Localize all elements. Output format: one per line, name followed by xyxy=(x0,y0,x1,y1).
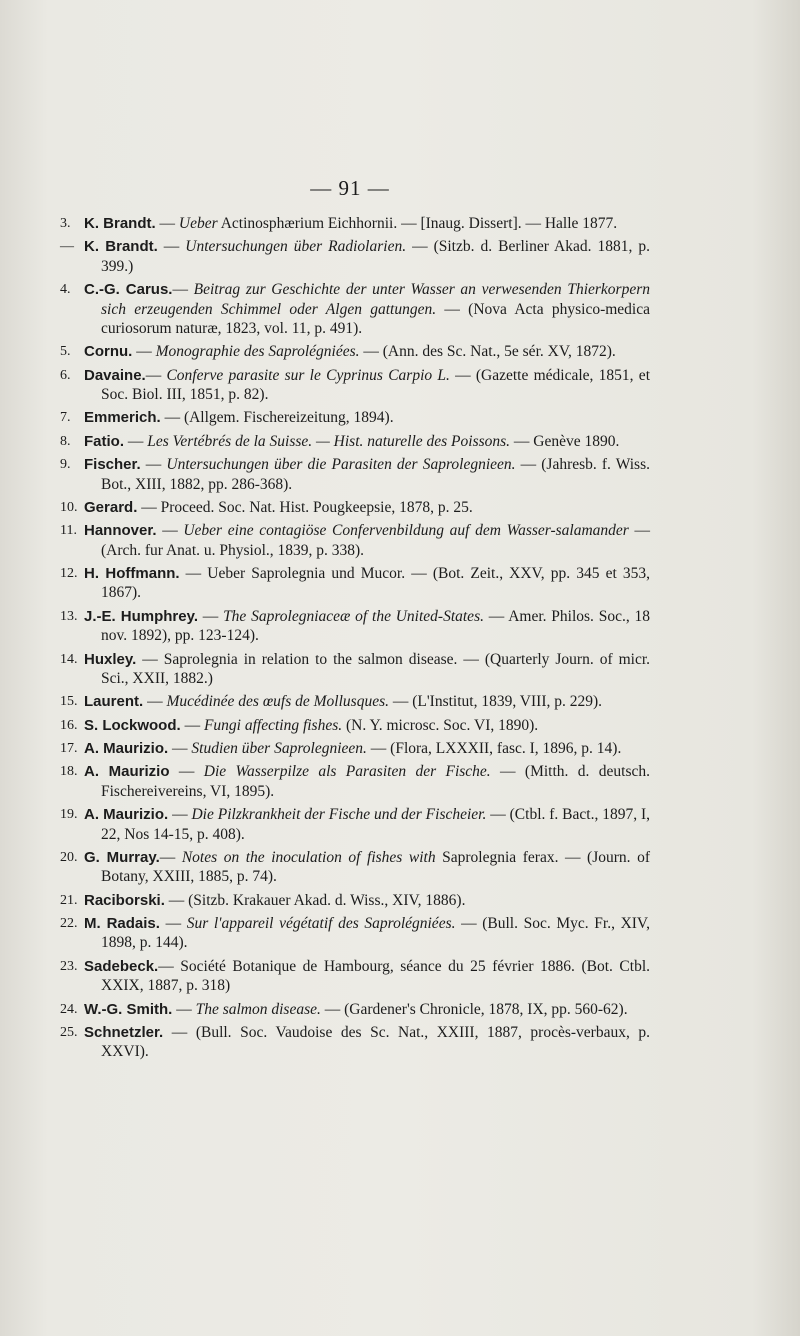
reference-entry xyxy=(60,607,650,646)
reference-text xyxy=(84,607,650,646)
reference-title: Die Wasserpilze als Parasiten der Fische. xyxy=(203,763,491,781)
reference-separator: — xyxy=(143,693,167,711)
reference-number: 4. xyxy=(60,282,71,298)
reference-source: Ueber Saprolegnia und Mucor. — (Bot. Zeit., XXV, pp. 345 et 353, 1867). xyxy=(101,564,650,602)
reference-source: — (Jahresb. f. Wiss. Bot., XIII, 1882, pp. 286-368). xyxy=(101,456,650,493)
reference-number: 25. xyxy=(60,1024,78,1040)
reference-separator: — xyxy=(160,409,184,427)
reference-title: The Saprolegniaceæ of the United-States. xyxy=(223,607,484,625)
reference-text xyxy=(84,432,650,452)
reference-entry xyxy=(60,408,650,428)
reference-number: 13. xyxy=(60,608,78,624)
reference-source: — (Gardener's Chronicle, 1878, IX, pp. 560-62). xyxy=(320,1000,628,1018)
reference-number: 24. xyxy=(60,1001,78,1017)
reference-title: Ueber eine contagiöse Confervenbildung auf dem Wasser-salamander xyxy=(183,522,629,540)
reference-source: — (Bull. Soc. Myc. Fr., XIV, 1898, p. 144). xyxy=(101,914,651,952)
reference-separator: — xyxy=(159,914,187,932)
reference-separator: — xyxy=(136,650,164,668)
reference-text xyxy=(84,280,650,339)
reference-source: Actinosphærium Eichhornii. — [Inaug. Dissert]. — Halle 1877. xyxy=(217,215,618,232)
reference-author: G. Murray. xyxy=(84,848,160,866)
reference-entry xyxy=(60,914,650,953)
reference-text xyxy=(84,762,650,801)
reference-source: — (Gazette médicale, 1851, et Soc. Biol. III, 1851, p. 82). xyxy=(101,366,650,404)
reference-entry xyxy=(60,432,650,452)
reference-source: — (Ann. des Sc. Nat., 5e sér. XV, 1872). xyxy=(359,343,616,361)
reference-author: J.-E. Humphrey. xyxy=(84,607,198,625)
reference-separator: — xyxy=(124,432,148,450)
reference-source: — (L'Institut, 1839, VIII, p. 229). xyxy=(389,693,603,711)
reference-text xyxy=(84,848,650,887)
reference-entry xyxy=(60,762,650,801)
reference-author: Fischer. xyxy=(84,456,141,474)
reference-text xyxy=(84,498,650,518)
reference-source: — (Sitzb. d. Berliner Akad. 1881, p. 399.) xyxy=(101,238,650,275)
reference-title: Die Pilzkrankheit der Fische und der Fischeier. xyxy=(191,806,487,824)
reference-author: Sadebeck. xyxy=(84,957,159,975)
reference-author: Hannover. xyxy=(84,522,157,540)
reference-entry xyxy=(60,805,650,844)
reference-author: K. Brandt. xyxy=(84,215,156,232)
reference-text xyxy=(84,739,650,759)
reference-separator: — xyxy=(168,739,192,757)
reference-text xyxy=(84,214,650,234)
reference-number: 10. xyxy=(60,499,78,515)
reference-separator: — xyxy=(140,456,167,474)
reference-separator: — xyxy=(159,848,182,866)
reference-source: — (Ctbl. f. Bact., 1897, I, 22, Nos 14-15, p. 408). xyxy=(101,806,651,843)
reference-author: Davaine. xyxy=(84,366,146,384)
reference-source: (N. Y. microsc. Soc. VI, 1890). xyxy=(342,716,539,734)
page-number: — 91 — xyxy=(310,176,390,200)
reference-number: 11. xyxy=(60,523,77,539)
reference-entry xyxy=(60,739,650,759)
reference-text xyxy=(84,564,650,603)
reference-number: 23. xyxy=(60,958,78,974)
reference-title: The salmon disease. xyxy=(195,1000,321,1018)
reference-list xyxy=(60,214,650,1066)
reference-separator: — xyxy=(155,215,179,232)
reference-source: — (Flora, LXXXII, fasc. I, 1896, p. 14). xyxy=(366,739,622,757)
reference-author: W.-G. Smith. xyxy=(84,1000,173,1018)
reference-source: (Sitzb. Krakauer Akad. d. Wiss., XIV, 1886). xyxy=(188,891,466,909)
reference-entry xyxy=(60,521,650,560)
reference-entry xyxy=(60,280,650,339)
reference-text xyxy=(84,805,650,844)
reference-number: 14. xyxy=(60,651,78,667)
reference-separator: — xyxy=(168,806,192,824)
reference-source: — (Mitth. d. deutsch. Fischereivereins, VI, 1895). xyxy=(101,763,650,800)
reference-number: 21. xyxy=(60,892,78,908)
reference-number: 6. xyxy=(60,367,71,383)
reference-author: A. Maurizio. xyxy=(84,806,169,824)
reference-author: M. Radais. xyxy=(84,914,160,932)
reference-text xyxy=(84,650,650,689)
reference-author: A. Maurizio xyxy=(84,763,170,781)
reference-author: A. Maurizio. xyxy=(84,739,169,757)
reference-number: 12. xyxy=(60,565,78,581)
reference-title: Beitrag zur Geschichte der unter Wasser an verwesenden Thierkorpern sich erzeugenden Schimmel oder Algen gattungen. xyxy=(101,281,650,318)
reference-separator: — xyxy=(156,522,184,540)
reference-number: 9. xyxy=(60,457,71,473)
reference-separator: — xyxy=(164,891,189,909)
reference-title: Notes on the inoculation of fishes with xyxy=(181,848,436,866)
reference-separator: — xyxy=(158,957,181,975)
reference-author: Emmerich. xyxy=(84,409,161,427)
reference-author: Cornu. xyxy=(84,343,133,361)
reference-entry xyxy=(60,957,650,996)
reference-author: C.-G. Carus. xyxy=(84,281,173,299)
reference-author: Huxley. xyxy=(84,650,137,668)
reference-number: 5. xyxy=(60,344,71,360)
reference-entry xyxy=(60,564,650,603)
reference-source: — (Nova Acta physico-medica curiosorum naturæ, 1823, vol. 11, p. 491). xyxy=(101,300,650,338)
reference-entry xyxy=(60,455,650,494)
reference-author: K. Brandt. xyxy=(84,238,158,256)
reference-number: 3. xyxy=(60,216,71,231)
reference-text xyxy=(84,1000,650,1020)
reference-author: Fatio. xyxy=(84,432,124,450)
reference-source: (Allgem. Fischereizeitung, 1894). xyxy=(183,409,394,427)
reference-separator: — xyxy=(179,564,208,582)
reference-entry xyxy=(60,692,650,712)
reference-text xyxy=(84,914,650,953)
reference-source: — Genève 1890. xyxy=(510,432,620,450)
reference-number: 16. xyxy=(60,717,78,733)
reference-separator: — xyxy=(132,343,156,361)
reference-title: Untersuchungen über die Parasiten der Saprolegnieen. xyxy=(166,456,516,474)
reference-entry xyxy=(60,716,650,736)
reference-author: S. Lockwood. xyxy=(84,716,181,734)
reference-title: Les Vertébrés de la Suisse. — Hist. naturelle des Poissons. xyxy=(147,432,511,450)
reference-title: Studien über Saprolegnieen. xyxy=(191,739,367,757)
reference-separator: — xyxy=(169,763,204,781)
reference-entry xyxy=(60,237,650,276)
reference-text xyxy=(84,237,650,276)
reference-entry xyxy=(60,498,650,518)
reference-number: 18. xyxy=(60,764,78,780)
reference-number: 15. xyxy=(60,694,78,710)
reference-entry xyxy=(60,891,650,911)
reference-source: Saprolegnia ferax. — (Journ. of Botany, XXIII, 1885, p. 74). xyxy=(101,848,651,886)
reference-entry xyxy=(60,650,650,689)
reference-text xyxy=(84,366,650,405)
reference-author: Laurent. xyxy=(84,693,144,711)
reference-separator: — xyxy=(180,716,204,734)
reference-entry xyxy=(60,848,650,887)
reference-text xyxy=(84,408,650,428)
reference-separator: — xyxy=(145,366,167,384)
reference-title: Fungi affecting fishes. xyxy=(203,716,343,734)
reference-title: Mucédinée des œufs de Mollusques. xyxy=(166,693,389,711)
reference-separator: — xyxy=(137,498,161,516)
reference-text xyxy=(84,1023,650,1062)
reference-number: 8. xyxy=(60,433,71,449)
reference-author: Raciborski. xyxy=(84,891,165,909)
reference-text xyxy=(84,891,650,911)
reference-entry xyxy=(60,214,650,234)
reference-author: Schnetzler. xyxy=(84,1023,164,1041)
reference-separator: — xyxy=(157,238,186,256)
reference-text xyxy=(84,957,650,996)
reference-title: Monographie des Saprolégniées. xyxy=(155,343,360,361)
reference-entry xyxy=(60,1023,650,1062)
reference-number: 19. xyxy=(60,807,78,823)
reference-number: 7. xyxy=(60,410,71,426)
reference-source: Saprolegnia in relation to the salmon disease. — (Quarterly Journ. of micr. Sci., XXII, 1882.) xyxy=(101,650,651,688)
reference-author: Gerard. xyxy=(84,498,138,516)
reference-text xyxy=(84,455,650,494)
reference-title: Untersuchungen über Radiolarien. xyxy=(185,238,407,256)
reference-source: Société Botanique de Hambourg, séance du 25 février 1886. (Bot. Ctbl. XXIX, 1887, p. 318) xyxy=(101,957,650,995)
reference-number: 17. xyxy=(60,740,78,756)
reference-title: Conferve parasite sur le Cyprinus Carpio L. xyxy=(166,366,450,384)
reference-title: Sur l'appareil végétatif des Saprolégniées. xyxy=(186,914,456,932)
reference-number: — xyxy=(60,239,74,255)
reference-number: 20. xyxy=(60,849,78,865)
reference-separator: — xyxy=(172,281,194,299)
reference-number: 22. xyxy=(60,915,78,931)
reference-author: H. Hoffmann. xyxy=(84,564,180,582)
reference-entry xyxy=(60,342,650,362)
reference-separator: — xyxy=(198,607,224,625)
reference-title: Ueber xyxy=(178,215,218,232)
reference-source: — Amer. Philos. Soc., 18 nov. 1892), pp. 123-124). xyxy=(101,607,650,645)
reference-source: — (Arch. fur Anat. u. Physiol., 1839, p. 338). xyxy=(101,522,651,559)
reference-entry xyxy=(60,366,650,405)
reference-text xyxy=(84,521,650,560)
reference-source: (Bull. Soc. Vaudoise des Sc. Nat., XXIII, 1887, procès-verbaux, p. XXVI). xyxy=(101,1023,651,1061)
reference-source: Proceed. Soc. Nat. Hist. Pougkeepsie, 1878, p. 25. xyxy=(160,498,473,516)
reference-text xyxy=(84,342,650,362)
reference-separator: — xyxy=(163,1023,196,1041)
reference-text xyxy=(84,716,650,736)
reference-entry xyxy=(60,1000,650,1020)
reference-text xyxy=(84,692,650,712)
reference-separator: — xyxy=(172,1000,196,1018)
